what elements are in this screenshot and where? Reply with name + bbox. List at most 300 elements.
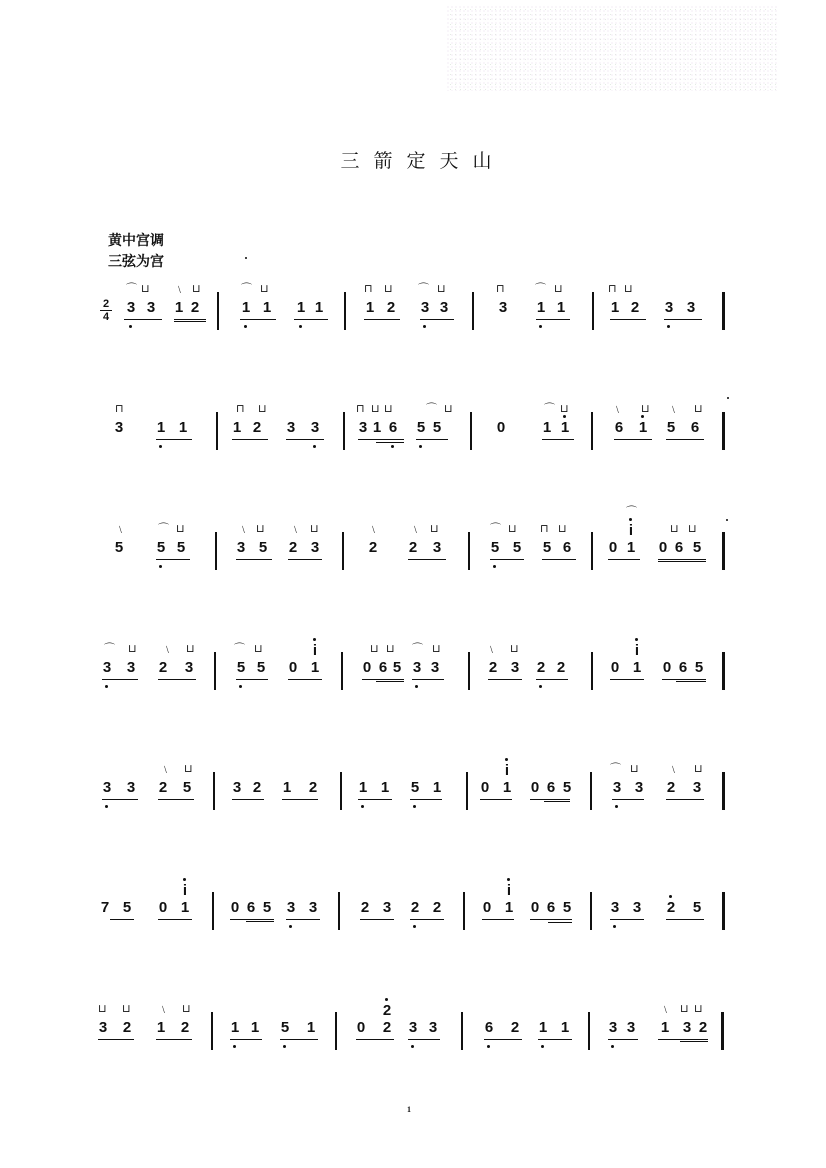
note: 0 [610, 659, 620, 676]
low-octave-dot [129, 325, 132, 328]
note: 5 [666, 419, 676, 436]
bowing-mark-icon: ⊔ [508, 522, 517, 535]
note: 5 [432, 419, 442, 436]
note: 2 [556, 659, 566, 676]
beam-underline [240, 319, 276, 320]
beam-underline [666, 799, 704, 800]
beam-underline [658, 1039, 708, 1040]
low-octave-dot [423, 325, 426, 328]
note: 3 [98, 1019, 108, 1036]
high-octave-dot [385, 998, 388, 1001]
barline [588, 1012, 590, 1050]
note: 6 [378, 659, 388, 676]
time-signature-numerator: 2 [100, 298, 112, 311]
bowing-mark-icon: ⊔ [176, 522, 185, 535]
barline [466, 772, 468, 810]
bowing-mark-icon: ⊔ [694, 1002, 703, 1015]
bowing-mark-icon: ﹨ [668, 402, 679, 415]
bowing-mark-icon: ⊔ [432, 642, 441, 655]
note: 1 [180, 899, 190, 916]
note: 6 [546, 899, 556, 916]
note: 2 [410, 899, 420, 916]
barline [216, 412, 218, 450]
beam-underline [110, 919, 134, 920]
note: 1 [372, 419, 382, 436]
beam-underline [294, 319, 328, 320]
low-octave-dot [159, 565, 162, 568]
note: 3 [498, 299, 508, 316]
bowing-mark-icon: ⌒ [412, 642, 423, 655]
high-octave-dot [641, 415, 644, 418]
page-title: 三箭定天山 [340, 150, 506, 172]
low-octave-dot [299, 325, 302, 328]
note: 2 [488, 659, 498, 676]
note: 1 [660, 1019, 670, 1036]
note: 2 [308, 779, 318, 796]
bowing-mark-icon: ⊔ [688, 522, 697, 535]
beam-underline [246, 921, 274, 922]
note: 1 [638, 419, 648, 436]
beam-underline [410, 919, 444, 920]
low-octave-dot [413, 805, 416, 808]
note: 3 [286, 419, 296, 436]
bowing-mark-icon: ⊔ [370, 642, 379, 655]
bowing-mark-icon: ﹨ [486, 642, 497, 655]
note: 3 [632, 899, 642, 916]
low-octave-dot [539, 685, 542, 688]
note: 3 [126, 659, 136, 676]
note: 3 [664, 299, 674, 316]
note: 0 [530, 779, 540, 796]
note: 6 [546, 779, 556, 796]
barline [463, 892, 465, 930]
note: 5 [176, 539, 186, 556]
barline [722, 532, 725, 570]
note: 2 [386, 299, 396, 316]
beam-underline [174, 319, 206, 320]
beam-underline [482, 919, 514, 920]
note: 1 [178, 419, 188, 436]
low-octave-dot [105, 805, 108, 808]
bowing-mark-icon: ﹨ [158, 1002, 169, 1015]
low-octave-dot [159, 445, 162, 448]
note: 3 [612, 779, 622, 796]
note: 1 [358, 779, 368, 796]
note: 5 [262, 899, 272, 916]
high-octave-dot [629, 518, 632, 521]
barline [590, 892, 592, 930]
beam-underline [542, 439, 574, 440]
bowing-mark-icon: ⊔ [670, 522, 679, 535]
beam-underline [544, 801, 570, 802]
beam-underline [614, 439, 652, 440]
bowing-mark-icon: ⌒ [544, 402, 555, 415]
beam-underline [376, 681, 404, 682]
note: 2 [408, 539, 418, 556]
note: 1 [174, 299, 184, 316]
beam-underline [236, 559, 272, 560]
note: 3 [408, 1019, 418, 1036]
bowing-mark-icon: ⊔ [694, 762, 703, 775]
bowing-mark-icon: ⌒ [426, 402, 437, 415]
note: 3 [682, 1019, 692, 1036]
note: 1 [432, 779, 442, 796]
beam-underline [232, 799, 264, 800]
low-octave-dot [391, 445, 394, 448]
tuning-label: 三弦为宫 [108, 254, 164, 270]
bowing-mark-icon: ﹨ [612, 402, 623, 415]
beam-underline [664, 319, 702, 320]
note: 2 [122, 1019, 132, 1036]
bowing-mark-icon: ⌒ [158, 522, 169, 535]
note: 5 [114, 539, 124, 556]
beam-underline [490, 559, 524, 560]
high-octave-dot [563, 415, 566, 418]
barline [591, 412, 593, 450]
barline [722, 412, 725, 450]
stacked-upper-note: i [312, 642, 318, 659]
note: 1 [250, 1019, 260, 1036]
beam-underline [530, 799, 570, 800]
note: 3 [428, 1019, 438, 1036]
note: 5 [692, 899, 702, 916]
barline [335, 1012, 337, 1050]
note: 2 [382, 1019, 392, 1036]
bowing-mark-icon: ⊓ [496, 282, 505, 295]
note: 3 [686, 299, 696, 316]
note: 3 [286, 899, 296, 916]
note: 5 [694, 659, 704, 676]
beam-underline [610, 919, 644, 920]
barline [461, 1012, 463, 1050]
note: 0 [356, 1019, 366, 1036]
note: 5 [562, 899, 572, 916]
beam-underline [158, 799, 194, 800]
note: 2 [360, 899, 370, 916]
key-label: 黄中宫调 [108, 233, 164, 249]
beam-underline [360, 919, 394, 920]
bowing-mark-icon: ⊔ [386, 642, 395, 655]
note: 0 [608, 539, 618, 556]
note: 1 [560, 419, 570, 436]
note: 2 [666, 779, 676, 796]
beam-underline [364, 319, 400, 320]
beam-underline [610, 679, 644, 680]
time-signature [100, 298, 112, 323]
bowing-mark-icon: ﹨ [115, 522, 126, 535]
high-octave-dot [505, 758, 508, 761]
note: 1 [156, 1019, 166, 1036]
beam-underline [548, 922, 572, 923]
barline [590, 772, 592, 810]
note: 5 [182, 779, 192, 796]
note: 1 [380, 779, 390, 796]
beam-underline [124, 319, 162, 320]
note: 1 [560, 1019, 570, 1036]
beam-underline [608, 1039, 638, 1040]
note: 5 [392, 659, 402, 676]
note: 3 [412, 659, 422, 676]
note: 1 [610, 299, 620, 316]
beam-underline [230, 1039, 262, 1040]
beam-underline [408, 559, 446, 560]
note: 2 [368, 539, 378, 556]
note: 1 [282, 779, 292, 796]
note: 5 [490, 539, 500, 556]
bowing-mark-icon: ⌒ [535, 282, 546, 295]
note: 7 [100, 899, 110, 916]
note: 1 [536, 299, 546, 316]
bowing-mark-icon: ﹨ [668, 762, 679, 775]
bowing-mark-icon: ⊓ [364, 282, 373, 295]
beam-underline [156, 559, 190, 560]
bowing-mark-icon: ﹨ [410, 522, 421, 535]
bowing-mark-icon: ⊔ [141, 282, 150, 295]
high-octave-dot [183, 878, 186, 881]
note: 5 [236, 659, 246, 676]
beam-underline [286, 439, 324, 440]
note: 0 [530, 899, 540, 916]
note: 5 [122, 899, 132, 916]
note: 1 [306, 1019, 316, 1036]
note: 2 [288, 539, 298, 556]
note: 1 [502, 779, 512, 796]
note: 3 [184, 659, 194, 676]
note: 2 [252, 779, 262, 796]
note: 1 [262, 299, 272, 316]
bowing-mark-icon: ⊔ [680, 1002, 689, 1015]
low-octave-dot [493, 565, 496, 568]
note: 1 [626, 539, 636, 556]
bowing-mark-icon: ⊔ [554, 282, 563, 295]
bowing-mark-icon: ⊔ [98, 1002, 107, 1015]
note: 5 [562, 779, 572, 796]
bowing-mark-icon: ⊔ [260, 282, 269, 295]
low-octave-dot [244, 325, 247, 328]
note: 3 [236, 539, 246, 556]
note: 1 [542, 419, 552, 436]
beam-underline [538, 1039, 572, 1040]
bowing-mark-icon: ⌒ [234, 642, 245, 655]
bowing-mark-icon: ﹨ [660, 1002, 671, 1015]
note: 3 [610, 899, 620, 916]
bowing-mark-icon: ﹨ [160, 762, 171, 775]
low-octave-dot [239, 685, 242, 688]
beam-underline [410, 799, 442, 800]
note: 1 [296, 299, 306, 316]
low-octave-dot [361, 805, 364, 808]
bowing-mark-icon: ⊔ [560, 402, 569, 415]
bowing-mark-icon: ⊔ [122, 1002, 131, 1015]
beam-underline [376, 442, 404, 443]
note: 6 [562, 539, 572, 556]
note: 5 [542, 539, 552, 556]
bowing-mark-icon: ⊔ [384, 402, 393, 415]
note: 6 [246, 899, 256, 916]
barline [722, 292, 725, 330]
note: 3 [310, 539, 320, 556]
barline [217, 292, 219, 330]
beam-underline [280, 1039, 318, 1040]
barline [342, 532, 344, 570]
note: 3 [634, 779, 644, 796]
note: 1 [556, 299, 566, 316]
bowing-mark-icon: ⊔ [256, 522, 265, 535]
bowing-mark-icon: ⌒ [418, 282, 429, 295]
low-octave-dot [539, 325, 542, 328]
note: 0 [482, 899, 492, 916]
note: 5 [416, 419, 426, 436]
note: 2 [180, 1019, 190, 1036]
barline [215, 532, 217, 570]
beam-underline [530, 919, 572, 920]
low-octave-dot [487, 1045, 490, 1048]
beam-underline [484, 1039, 522, 1040]
bowing-mark-icon: ⊔ [437, 282, 446, 295]
note: 0 [658, 539, 668, 556]
bowing-mark-icon: ⊓ [608, 282, 617, 295]
bowing-mark-icon: ⊔ [694, 402, 703, 415]
low-octave-dot [413, 925, 416, 928]
beam-underline [416, 439, 448, 440]
beam-underline [356, 1039, 394, 1040]
bowing-mark-icon: ⌒ [610, 762, 621, 775]
barline [592, 292, 594, 330]
beam-underline [288, 559, 322, 560]
note: 1 [156, 419, 166, 436]
note: 2 [510, 1019, 520, 1036]
beam-underline [232, 439, 268, 440]
barline [722, 892, 725, 930]
bowing-mark-icon: ﹨ [290, 522, 301, 535]
bowing-mark-icon: ⊔ [182, 1002, 191, 1015]
bowing-mark-icon: ⊔ [444, 402, 453, 415]
beam-underline [536, 679, 568, 680]
bowing-mark-icon: ⌒ [490, 522, 501, 535]
note: 2 [698, 1019, 708, 1036]
high-octave-dot [669, 895, 672, 898]
low-octave-dot [611, 1045, 614, 1048]
beam-underline [658, 559, 706, 560]
high-octave-dot [635, 638, 638, 641]
low-octave-dot [419, 445, 422, 448]
note: 3 [232, 779, 242, 796]
note: 3 [626, 1019, 636, 1036]
beam-underline [420, 319, 454, 320]
note: 0 [230, 899, 240, 916]
stacked-upper-note: i [504, 762, 510, 779]
beam-underline [158, 919, 192, 920]
bowing-mark-icon: ⊔ [630, 762, 639, 775]
note: 6 [388, 419, 398, 436]
note: 5 [256, 659, 266, 676]
bowing-mark-icon: ⊔ [258, 402, 267, 415]
beam-underline [102, 679, 138, 680]
beam-underline [412, 679, 444, 680]
barline [343, 412, 345, 450]
barline [591, 652, 593, 690]
beam-underline [288, 679, 322, 680]
note: 1 [314, 299, 324, 316]
note: 6 [674, 539, 684, 556]
barline [470, 412, 472, 450]
beam-underline [358, 799, 392, 800]
bowing-mark-icon: ⊓ [540, 522, 549, 535]
low-octave-dot [541, 1045, 544, 1048]
note: 1 [310, 659, 320, 676]
scan-speck [726, 519, 728, 521]
low-octave-dot [233, 1045, 236, 1048]
barline [344, 292, 346, 330]
note: 2 [252, 419, 262, 436]
note: 6 [484, 1019, 494, 1036]
bowing-mark-icon: ⊔ [128, 642, 137, 655]
note: 1 [538, 1019, 548, 1036]
beam-underline [230, 919, 274, 920]
note: 2 [158, 779, 168, 796]
low-octave-dot [289, 925, 292, 928]
barline [338, 892, 340, 930]
bowing-mark-icon: ⊔ [186, 642, 195, 655]
note: 2 [190, 299, 200, 316]
beam-underline [358, 439, 404, 440]
bowing-mark-icon: ⊔ [371, 402, 380, 415]
note: 3 [102, 779, 112, 796]
note: 1 [232, 419, 242, 436]
beam-underline [102, 799, 138, 800]
bowing-mark-icon: ⊔ [384, 282, 393, 295]
beam-underline [174, 321, 206, 322]
stacked-upper-note: i [634, 642, 640, 659]
note: 5 [410, 779, 420, 796]
beam-underline [662, 679, 706, 680]
note: 3 [420, 299, 430, 316]
note: 5 [156, 539, 166, 556]
scan-speck [245, 257, 247, 259]
time-signature-denominator: 4 [102, 311, 110, 323]
note: 3 [692, 779, 702, 796]
note: 3 [146, 299, 156, 316]
barline [722, 652, 725, 690]
stacked-upper-note: i [628, 522, 634, 539]
note: 3 [308, 899, 318, 916]
beam-underline [286, 919, 320, 920]
note: 2 [666, 899, 676, 916]
note: 3 [126, 779, 136, 796]
bowing-mark-icon: ⊓ [115, 402, 124, 415]
beam-underline [156, 1039, 192, 1040]
bowing-mark-icon: ﹨ [162, 642, 173, 655]
low-octave-dot [283, 1045, 286, 1048]
barline [721, 1012, 724, 1050]
beam-underline [282, 799, 318, 800]
beam-underline [666, 919, 704, 920]
note: 1 [632, 659, 642, 676]
note: 5 [280, 1019, 290, 1036]
beam-underline [676, 681, 706, 682]
bowing-mark-icon: ﹨ [174, 282, 185, 295]
high-octave-dot [507, 878, 510, 881]
note: 1 [504, 899, 514, 916]
note: 0 [288, 659, 298, 676]
beam-underline [680, 1041, 708, 1042]
high-octave-dot [313, 638, 316, 641]
barline [722, 772, 725, 810]
beam-underline [158, 679, 196, 680]
barline [211, 1012, 213, 1050]
beam-underline [480, 799, 512, 800]
note: 1 [241, 299, 251, 316]
